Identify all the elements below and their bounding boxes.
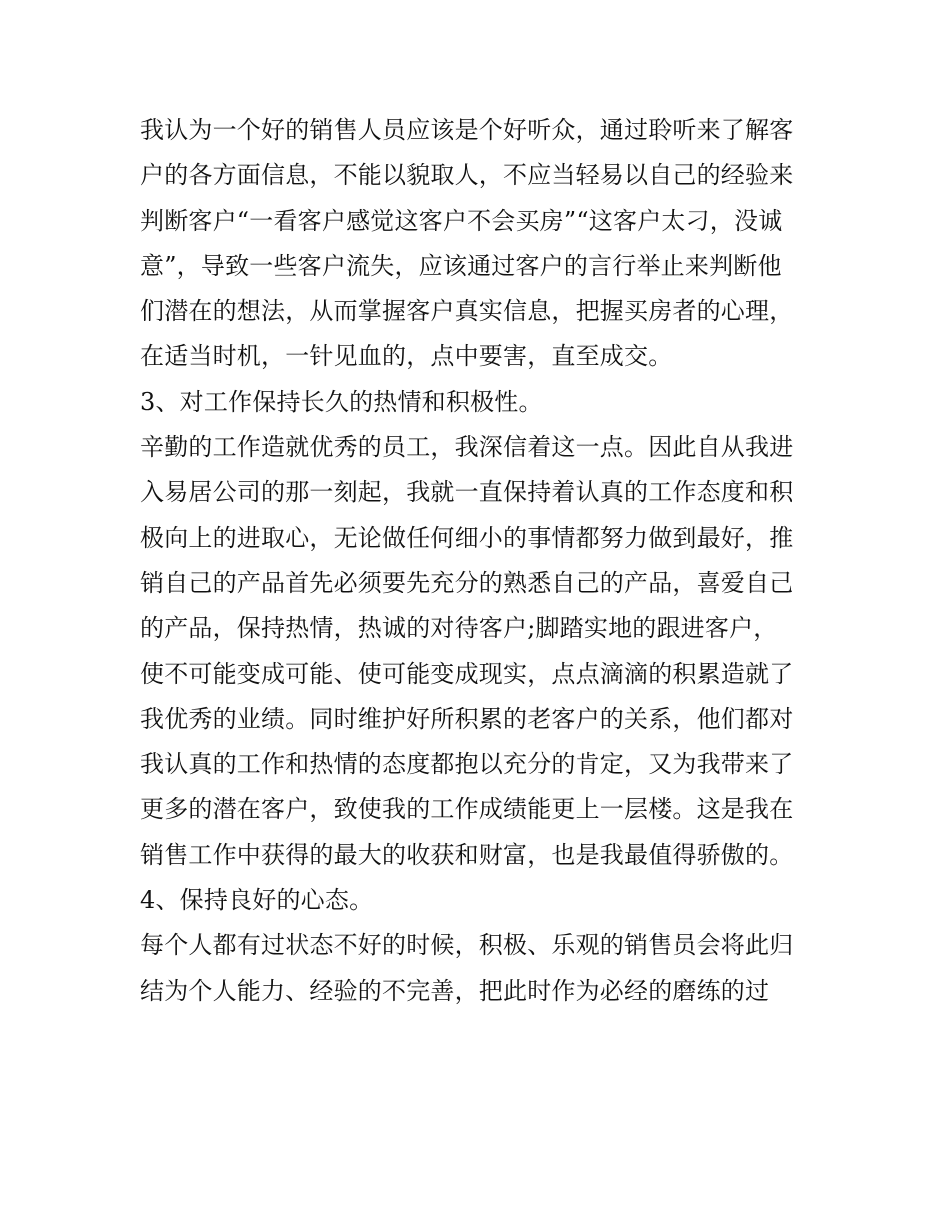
text-line: 们潜在的想法，从而掌握客户真实信息，把握买房者的心理， <box>140 297 794 326</box>
text-line: 户的各方面信息，不能以貌取人，不应当轻易以自己的经验来 <box>140 161 794 190</box>
body-text <box>140 108 820 1014</box>
text-line: 我认真的工作和热情的态度都抱以充分的肯定，又为我带来了 <box>140 750 794 779</box>
text-line: 的产品，保持热情，热诚的对待客户;脚踏实地的跟进客户， <box>140 614 778 643</box>
text-line: 意”，导致一些客户流失，应该通过客户的言行举止来判断他 <box>140 251 782 280</box>
text-line: 我认为一个好的销售人员应该是个好听众，通过聆听来了解客 <box>140 116 794 144</box>
text-line: 我优秀的业绩。同时维护好所积累的老客户的关系，他们都对 <box>140 704 794 733</box>
text-line: 辛勤的工作造就优秀的员工，我深信着这一点。因此自从我进 <box>140 433 794 462</box>
text-line: 更多的潜在客户，致使我的工作成绩能更上一层楼。这是我在 <box>140 795 794 824</box>
section-heading-3: 3、对工作保持长久的热情和积极性。 <box>140 387 543 416</box>
text-line: 销自己的产品首先必须要先充分的熟悉自己的产品，喜爱自己 <box>140 568 794 597</box>
text-line: 结为个人能力、经验的不完善，把此时作为必经的磨练的过 <box>140 976 770 1005</box>
text-line: 使不可能变成可能、使可能变成现实，点点滴滴的积累造就了 <box>140 659 794 688</box>
text-line: 销售工作中获得的最大的收获和财富，也是我最值得骄傲的。 <box>140 840 794 869</box>
text-line: 入易居公司的那一刻起，我就一直保持着认真的工作态度和积 <box>140 478 794 507</box>
section-heading-4: 4、保持良好的心态。 <box>140 886 374 915</box>
text-line: 极向上的进取心，无论做任何细小的事情都努力做到最好，推 <box>140 523 794 552</box>
text-line: 判断客户“一看客户感觉这客户不会买房”“这客户太刁，没诚 <box>140 206 783 235</box>
text-line: 在适当时机，一针见血的，点中要害，直至成交。 <box>140 342 673 371</box>
text-line: 每个人都有过状态不好的时候，积极、乐观的销售员会将此归 <box>140 931 794 960</box>
